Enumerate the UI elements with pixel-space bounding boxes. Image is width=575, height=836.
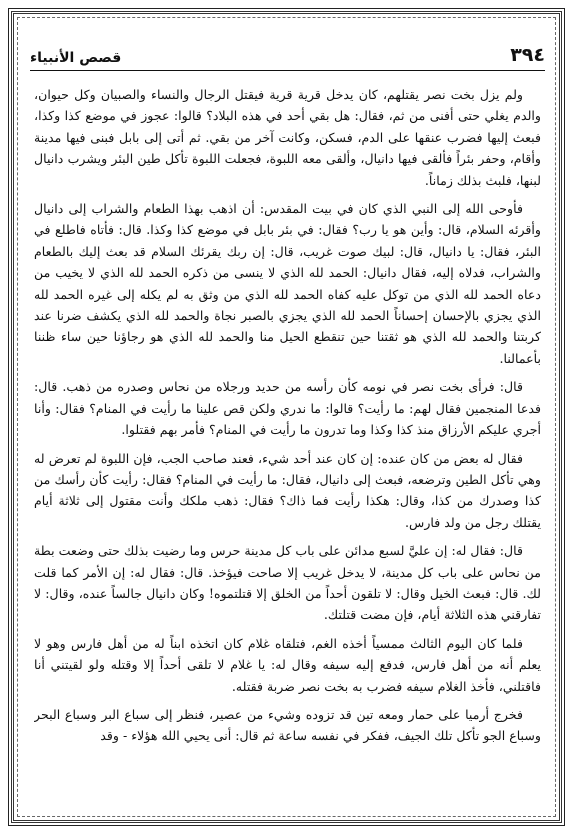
page-header (30, 40, 545, 66)
book-title: قصص الأنبياء (30, 50, 122, 66)
paragraph: فقال له بعض من كان عنده: إن كان عند أحد شيء، فعند صاحب الجب، فإن اللبوة لم تعرض له وهي تأكل الطين وترضعه، فبعث إلى دانيال، فقال: ما رأيت في المنام؟ فقال: رأيت كأن رأسك من كذا وصدرك من كذا، وقال: هكذا رأيت فما ذاك؟ فقال: ذهب ملكك وأنت مقتول إلى ثلاثة أيام يقتلك رجل من ولد فارس. (34, 450, 541, 530)
paragraph: فأوحى الله إلى النبي الذي كان في بيت المقدس: أن اذهب بهذا الطعام والشراب إلى دانيال وأقرئه السلام، قال: وأين هو يا رب؟ فقال: في بئر بابل في موضع كذا وكذا. قال: فأتاه فاطلع في البئر، فقال: يا دانيال، قال: لبيك صوت غريب، قال: إن ربك يقرئك السلام قد بعث إليك بالطعام والشراب، فدلاه إليه، فقال دانيال: الحمد لله الذي لا ينسى من ذكره الحمد لله الذي لا يخيب من دعاه الحمد لله الذي من توكل عليه كفاه الحمد لله الذي من وثق به لم يكله إلى غيره الحمد لله الذي يجزي بالإحسان إحساناً الحمد لله الذي يجزي بالصبر نجاة والحمد لله الذي يكشف ضرنا عند كربتنا والحمد لله الذي هو ثقتنا حين تنقطع الحيل منا والحمد لله الذي هو رجاؤنا حين ساء ظننا بأعمالنا. (34, 201, 541, 366)
paragraph: فلما كان اليوم الثالث ممسياً أخذه الغم، فتلقاه غلام كان اتخذه ابناً له من أهل فارس وهو لا يعلم أنه من أهل فارس، فدفع إليه سيفه وقال له: يا غلام لا تلقى أحداً إلا وقتله ولو لقيتني أنا فاقتلني، فأخذ الغلام سيفه فضرب به بخت نصر ضربة فقتله. (34, 635, 541, 694)
paragraph: ولم يزل بخت نصر يقتلهم، كان يدخل قرية قرية فيقتل الرجال والنساء والصبيان وكل حيوان، والدم يغلي حتى أفنى من ثم، فقال: هل بقي أحد في هذه البلاد؟ قالوا: عجوز في موضع كذا وكذا، فبعث إليها فضرب عنقها على الدم، فسكن، وكانت آخر من بقي. ثم أتى إلى بابل فبنى فيها مدينة وأقام، وحفر بئراً فألقى فيها دانيال، وألقى معه اللبوة، فجعلت اللبوة تأكل طين البئر ويشرب دانيال لبنها، فلبث بذلك زماناً. (34, 87, 541, 188)
paragraph: قال: فقال له: إن عليَّ لسبع مدائن على باب كل مدينة حرس وما رضيت بذلك حتى وضعت بطة من نحاس على باب كل مدينة، لا يدخل غريب إلا صاحت فيؤخذ. قال: فقال له: إن الأمر كما قلت لك. قال: فبعث الخيل وقال: لا تلقون أحداً من الخلق إلا قتلتموه! وكان دانيال جالساً عنده، وقال: لا تفارقني هذه الثلاثة أيام، فإن مضت قتلتك. (34, 543, 541, 623)
header-rule (30, 70, 545, 71)
paragraph: فخرج أرميا على حمار ومعه تين قد تزوده وشيء من عصير، فنظر إلى سباع البر وسباع البحر وسباع الجو تأكل تلك الجيف، ففكر في نفسه ساعة ثم قال: أنى يحيي الله هؤلاء - وقد (34, 706, 541, 744)
page-body (34, 84, 541, 820)
paragraph: قال: فرأى بخت نصر في نومه كأن رأسه من حديد ورجلاه من نحاس وصدره من ذهب. قال: فدعا المنجمين فقال لهم: ما رأيت؟ قالوا: ما ندري ولكن قص علينا ما رأيت في المنام؟ فقال: وأنا أجري عليكم الأرزاق منذ كذا وكذا وما تدرون ما رأيت في المنام؟ فأمر بهم فقتلوا. (34, 379, 541, 438)
page-number: ٣٩٤ (510, 44, 545, 66)
